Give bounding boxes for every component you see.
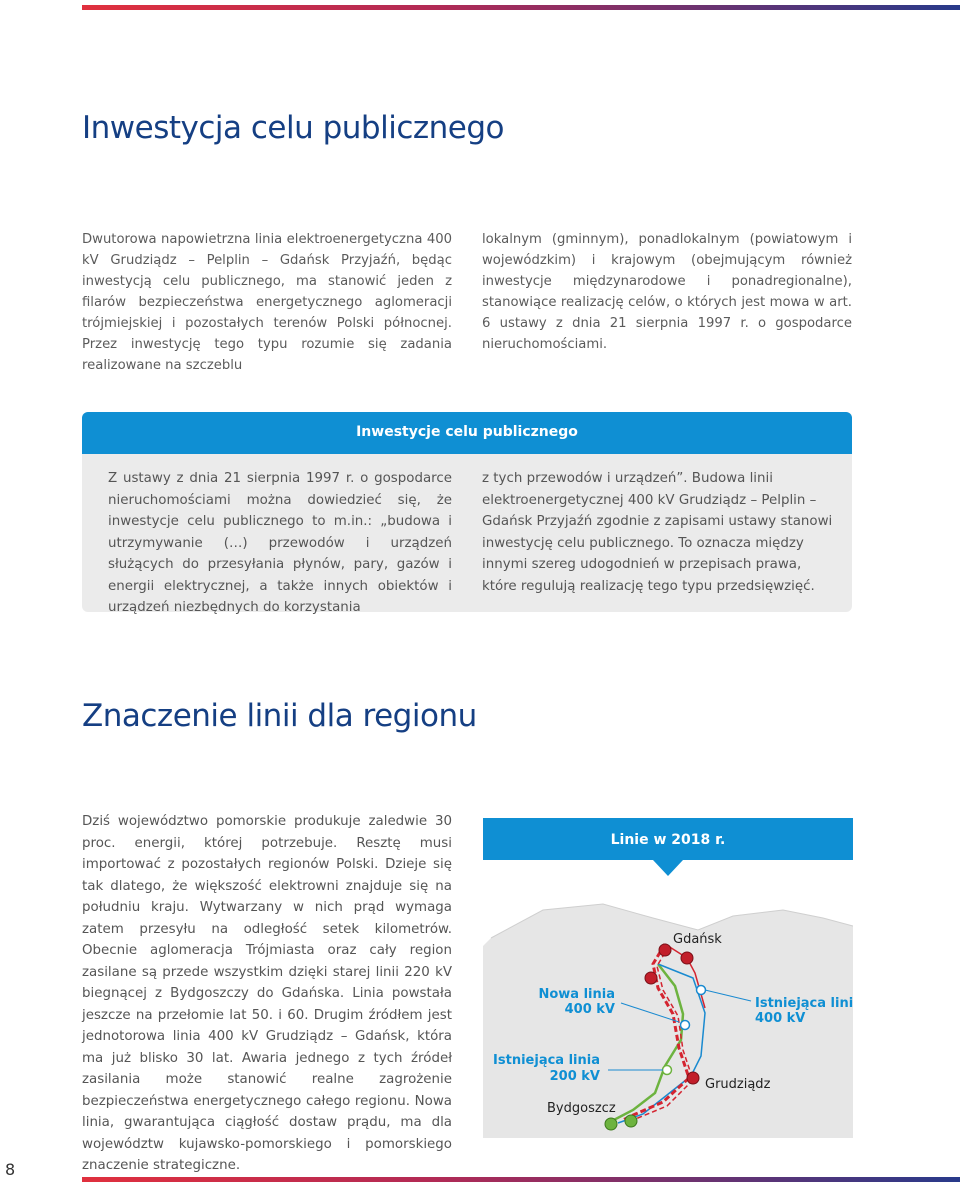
junction-icon [697,986,706,995]
substation-icon [681,952,693,964]
junction-icon [663,1066,672,1075]
city-label-gdansk: Gdańsk [673,932,722,947]
map-graphic [483,818,853,1138]
substation-icon [645,972,657,984]
intro-paragraph-left: Dwutorowa napowietrzna linia elektroenergetyczna 400 kV Grudziądz – Pelplin – Gdańsk Przyjaźń, będąc inwestycją celu publicznego, ma stanowić jeden z filarów bezpieczeństwa energetycznego aglomeracji trójmiejskiej i pozostałych terenów Polski północnej. Przez inwestycję tego typu rozumie się zadania realizowane na szczeblu [82,232,452,373]
info-box-text-right: z tych przewodów i urządzeń”. Budowa linii elektroenergetycznej 400 kV Grudziądz – Pelplin – Gdańsk Przyjaźń zgodnie z zapisami ustawy stanowi inwestycję celu publicznego. To oznacza między innymi szereg udogodnień w przepisach prawa, które regulują realizację tego typu przedsięwzięć. [482,471,833,594]
substation-icon [687,1072,699,1084]
substation-icon [659,944,671,956]
junction-icon [681,1021,690,1030]
map-header-label: Linie w 2018 r. [610,832,726,848]
info-box-text-left: Z ustawy z dnia 21 sierpnia 1997 r. o gospodarce nieruchomościami można dowiedzieć się, że inwestycje celu publicznego to m.in.: „budowa i utrzymywanie (…) przewodów i urządzeń służących do przesyłania płynów, pary, gazów i energii elektrycznej, a także innych obiektów i urządzeń niezbędnych do korzystania [108,471,452,615]
label-existing-200-1: Istniejąca linia [493,1053,600,1068]
info-box-heading: Inwestycje celu publicznego [82,412,852,454]
label-existing-200-2: 200 kV [549,1069,600,1084]
section-title-investment: Inwestycja celu publicznego [82,110,505,146]
label-new-line-2: 400 kV [564,1002,615,1017]
label-existing-400-2: 400 kV [755,1011,806,1026]
label-new-line-1: Nowa linia [538,987,615,1002]
info-box [82,412,852,615]
top-accent-bar [82,5,960,10]
city-label-grudziadz: Grudziądz [705,1077,771,1092]
bottom-accent-bar [82,1177,960,1182]
page-number: 8 [5,1160,16,1179]
power-line-map [483,818,853,1138]
label-existing-400-1: Istniejąca linia [755,996,853,1011]
intro-paragraph-right: lokalnym (gminnym), ponadlokalnym (powiatowym i wojewódzkim) i krajowym (obejmującym również inwestycje międzynarodowe i ponadregionalne), stanowiące realizację celów, o których jest mowa w art. 6 ustawy z dnia 21 sierpnia 1997 r. o gospodarce nieruchomościami. [482,232,852,352]
city-label-bydgoszcz: Bydgoszcz [547,1101,616,1116]
substation-icon [625,1115,637,1127]
region-paragraph: Dziś województwo pomorskie produkuje zaledwie 30 proc. energii, której potrzebuje. Resztę musi importować z pozostałych regionów Polski. Dzieje się tak dlatego, że większość elektrowni znajduje się na południu kraju. Wytwarzany w nich prąd wymaga zatem przesyłu na odległość setek kilometrów. Obecnie aglomeracja Trójmiasta oraz cały region zasilane są przede wszystkim dzięki starej linii 220 kV biegnącej z Bydgoszczy do Gdańska. Linia powstała jeszcze na przełomie lat 50. i 60. Drugim źródłem jest jednotorowa linia 400 kV Grudziądz – Gdańsk, która ma już blisko 30 lat. Awaria jednego z tych źródeł zasilania może stanowić realne zagrożenie bezpieczeństwa energetycznego całego regionu. Nowa linia, gwarantująca ciągłość dostaw prądu, ma dla województw kujawsko-pomorskiego i pomorskiego znaczenie strategiczne. [82,814,452,1173]
substation-icon [605,1118,617,1130]
section-title-region: Znaczenie linii dla regionu [82,698,477,734]
